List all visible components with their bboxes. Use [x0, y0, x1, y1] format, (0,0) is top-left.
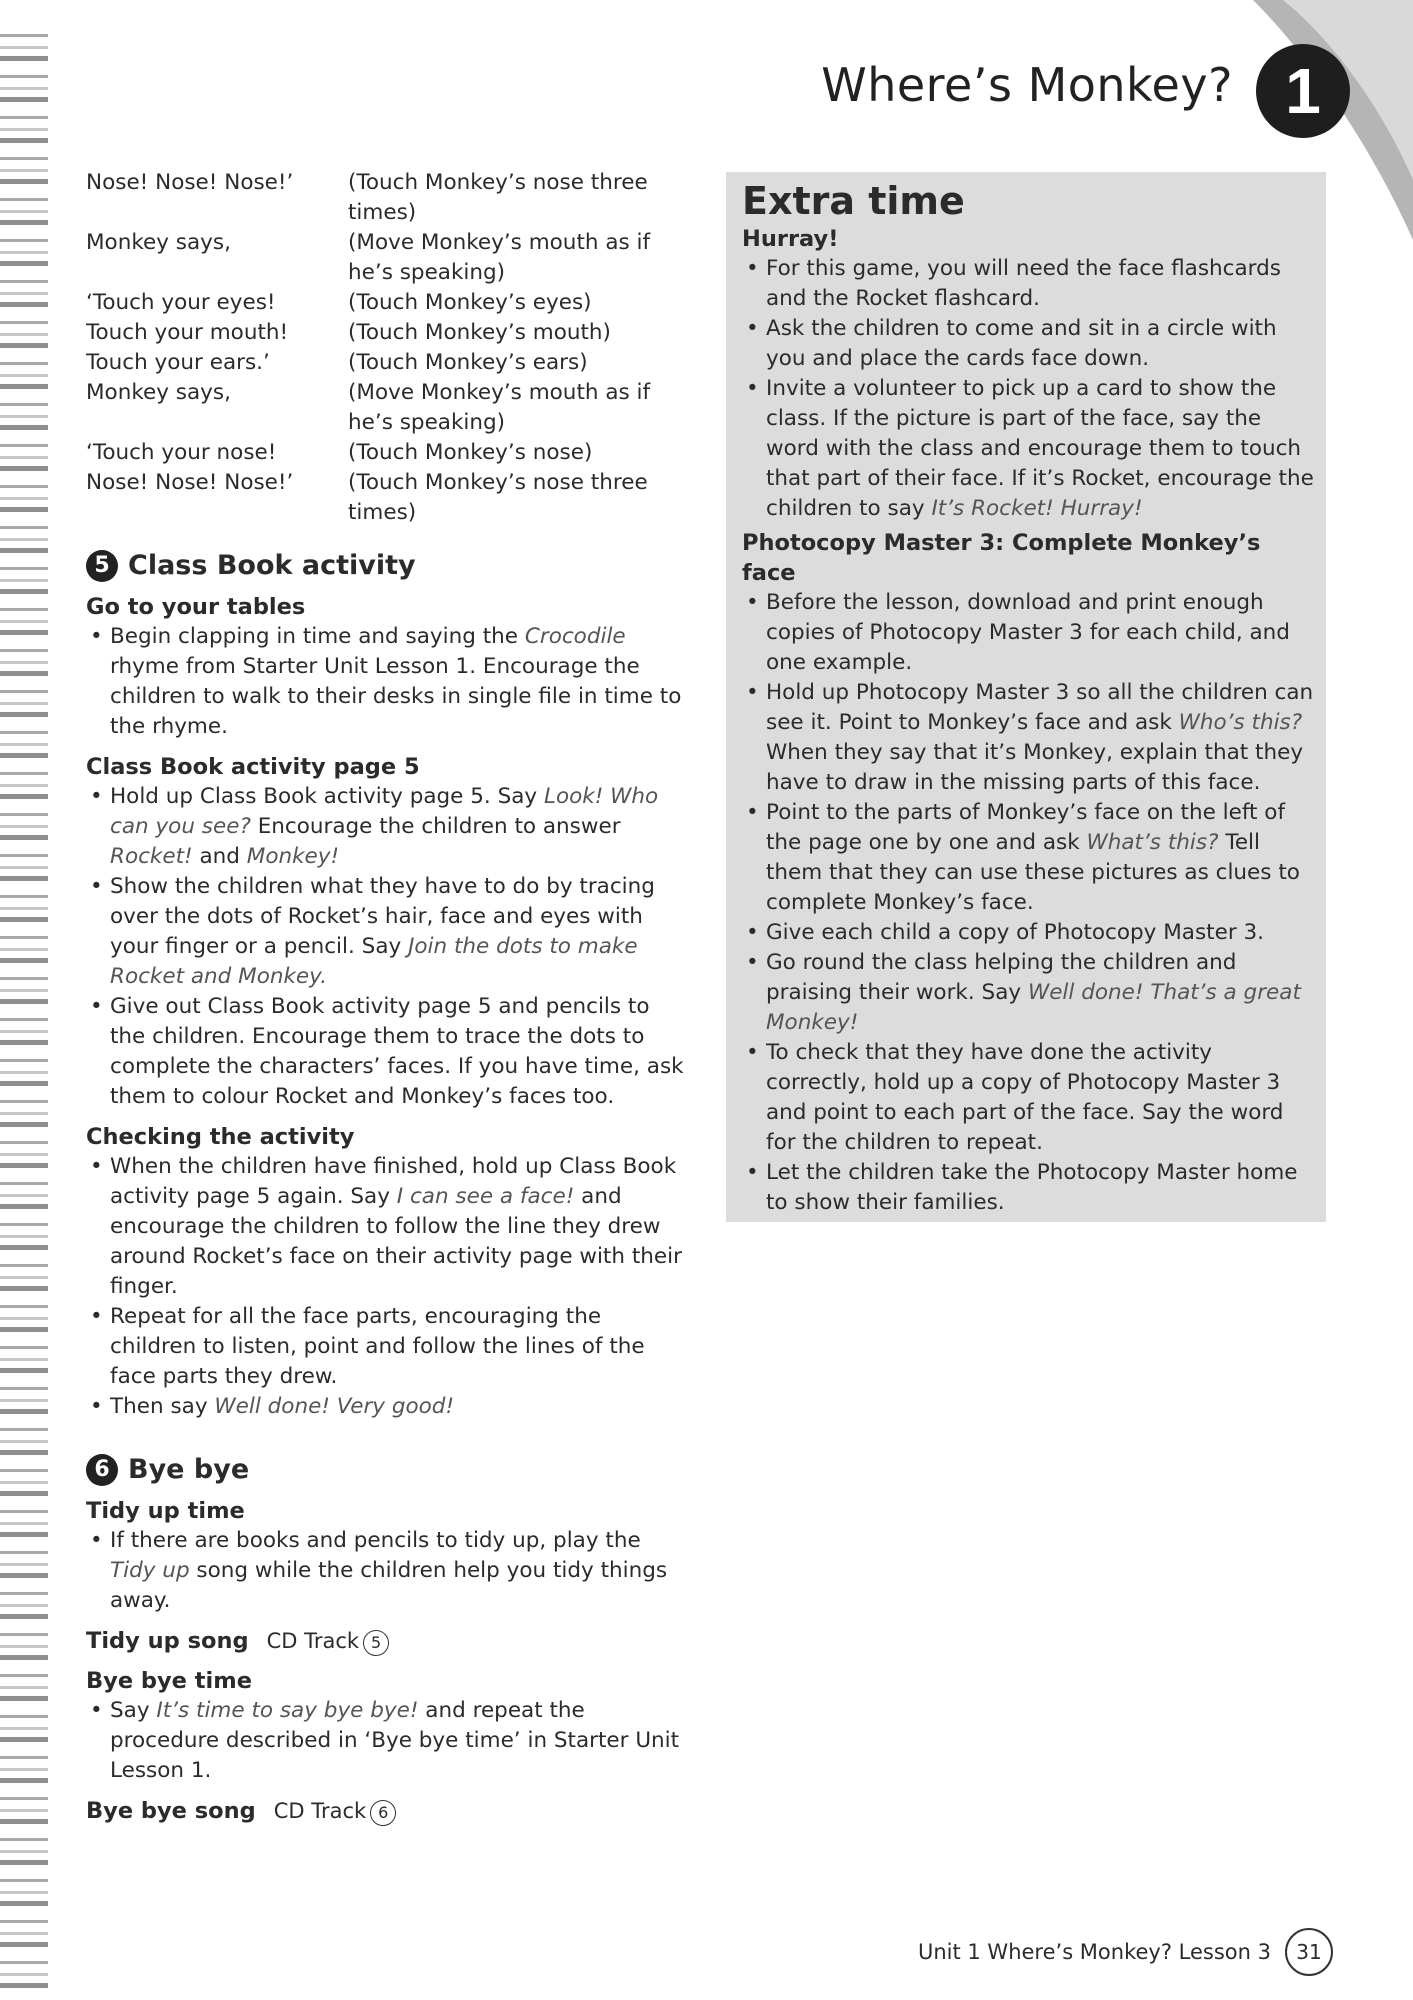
list-item: • If there are books and pencils to tidy up, play the Tidy up song while the children help you tidy things away. — [86, 1526, 686, 1616]
extra-time-title: Extra time — [742, 179, 965, 223]
subheading-hurray: Hurray! — [742, 226, 839, 252]
rhyme-row: Nose! Nose! Nose!’ (Touch Monkey’s nose three times) — [86, 470, 648, 525]
list-item: • Hold up Class Book activity page 5. Say Look! Who can you see? Encourage the children to answer Rocket! and Monkey! — [86, 782, 686, 872]
subheading-go-to-tables: Go to your tables — [86, 594, 306, 620]
rhyme-row: Touch your ears.’ (Touch Monkey’s ears) — [86, 350, 588, 375]
list-item: • Show the children what they have to do by tracing over the dots of Rocket’s hair, face and eyes with your finger or a pencil. Say Join the dots to make Rocket and Monkey. — [86, 872, 686, 992]
page-number: 31 — [1285, 1928, 1333, 1976]
list-item: • Say It’s time to say bye bye! and repeat the procedure described in ‘Bye bye time’ in Starter Unit Lesson 1. — [86, 1696, 686, 1786]
page-footer — [918, 1928, 1333, 1976]
list-item: • Point to the parts of Monkey’s face on the left of the page one by one and ask What’s this? Tell them that they can use these pictures as clues to complete Monkey’s face. — [742, 798, 1314, 918]
list-item: • Before the lesson, download and print enough copies of Photocopy Master 3 for each child, and one example. — [742, 588, 1314, 678]
list-item: • Hold up Photocopy Master 3 so all the children can see it. Point to Monkey’s face and ask Who’s this? When they say that it’s Monkey, explain that they have to draw in the missing parts of this face. — [742, 678, 1314, 798]
spiral-binding — [0, 20, 48, 1990]
rhyme-table — [86, 168, 686, 528]
rhyme-row: Nose! Nose! Nose!’ (Touch Monkey’s nose three times) — [86, 170, 648, 225]
left-column — [86, 168, 686, 1826]
list-item: • To check that they have done the activity correctly, hold up a copy of Photocopy Master 3 and point to each part of the face. Say the word for the children to repeat. — [742, 1038, 1314, 1158]
bye-bye-song-track: Bye bye song CD Track 6 — [86, 1796, 686, 1826]
section-6-heading: 6 Bye bye — [86, 1454, 686, 1486]
list-item: • Invite a volunteer to pick up a card to show the class. If the picture is part of the face, say the word with the class and encourage them to touch that part of their face. If it’s Rocket, encourage the children to say It’s Rocket! Hurray! — [742, 374, 1314, 524]
list-item: • For this game, you will need the face flashcards and the Rocket flashcard. — [742, 254, 1314, 314]
hurray-list — [742, 254, 1314, 524]
footer-text: Unit 1 Where’s Monkey? Lesson 3 — [917, 1940, 1271, 1964]
extra-time-box — [726, 172, 1326, 1222]
list-item: • Go round the class helping the children and praising their work. Say Well done! That’s a great Monkey! — [742, 948, 1314, 1038]
go-to-tables-list — [86, 622, 686, 742]
list-item: • Begin clapping in time and saying the Crocodile rhyme from Starter Unit Lesson 1. Encourage the children to walk to their desks in single file in time to the rhyme. — [86, 622, 686, 742]
rhyme-row: Monkey says, (Move Monkey’s mouth as if he’s speaking) — [86, 380, 651, 435]
subheading-class-book-page-5: Class Book activity page 5 — [86, 754, 420, 780]
unit-badge: 1 — [1256, 44, 1350, 138]
list-item: • Ask the children to come and sit in a circle with you and place the cards face down. — [742, 314, 1314, 374]
tidy-up-list — [86, 1526, 686, 1616]
rhyme-row: ‘Touch your nose! (Touch Monkey’s nose) — [86, 440, 593, 465]
subheading-checking-activity: Checking the activity — [86, 1124, 355, 1150]
track-number-badge: 6 — [370, 1800, 396, 1826]
section-5-heading: 5 Class Book activity — [86, 550, 686, 582]
rhyme-row: Monkey says, (Move Monkey’s mouth as if he’s speaking) — [86, 230, 651, 285]
subheading-photocopy-master-3: Photocopy Master 3: Complete Monkey’s face — [742, 530, 1261, 586]
list-item: • Let the children take the Photocopy Master home to show their families. — [742, 1158, 1314, 1218]
list-item: • When the children have finished, hold up Class Book activity page 5 again. Say I can see a face! and encourage the children to follow the line they drew around Rocket’s face on their activity page with their finger. — [86, 1152, 686, 1302]
checking-activity-list — [86, 1152, 686, 1422]
photocopy-master-list — [742, 588, 1314, 1218]
list-item: • Give each child a copy of Photocopy Master 3. — [742, 918, 1314, 948]
subheading-tidy-up-time: Tidy up time — [86, 1498, 245, 1524]
track-number-badge: 5 — [363, 1630, 389, 1656]
rhyme-row: ‘Touch your eyes! (Touch Monkey’s eyes) — [86, 290, 592, 315]
rhyme-row: Touch your mouth! (Touch Monkey’s mouth) — [86, 320, 611, 345]
tidy-up-song-track: Tidy up song CD Track 5 — [86, 1626, 686, 1656]
list-item: • Give out Class Book activity page 5 and pencils to the children. Encourage them to trace the dots to complete the characters’ faces. If you have time, ask them to colour Rocket and Monkey’s faces too. — [86, 992, 686, 1112]
section-number-badge: 5 — [86, 550, 118, 582]
subheading-bye-bye-time: Bye bye time — [86, 1668, 252, 1694]
page-title: Where’s Monkey? — [821, 58, 1233, 112]
section-number-badge: 6 — [86, 1454, 118, 1486]
list-item: • Then say Well done! Very good! — [86, 1392, 686, 1422]
list-item: • Repeat for all the face parts, encouraging the children to listen, point and follow the lines of the face parts they drew. — [86, 1302, 686, 1392]
bye-bye-list — [86, 1696, 686, 1786]
class-book-page-5-list — [86, 782, 686, 1112]
